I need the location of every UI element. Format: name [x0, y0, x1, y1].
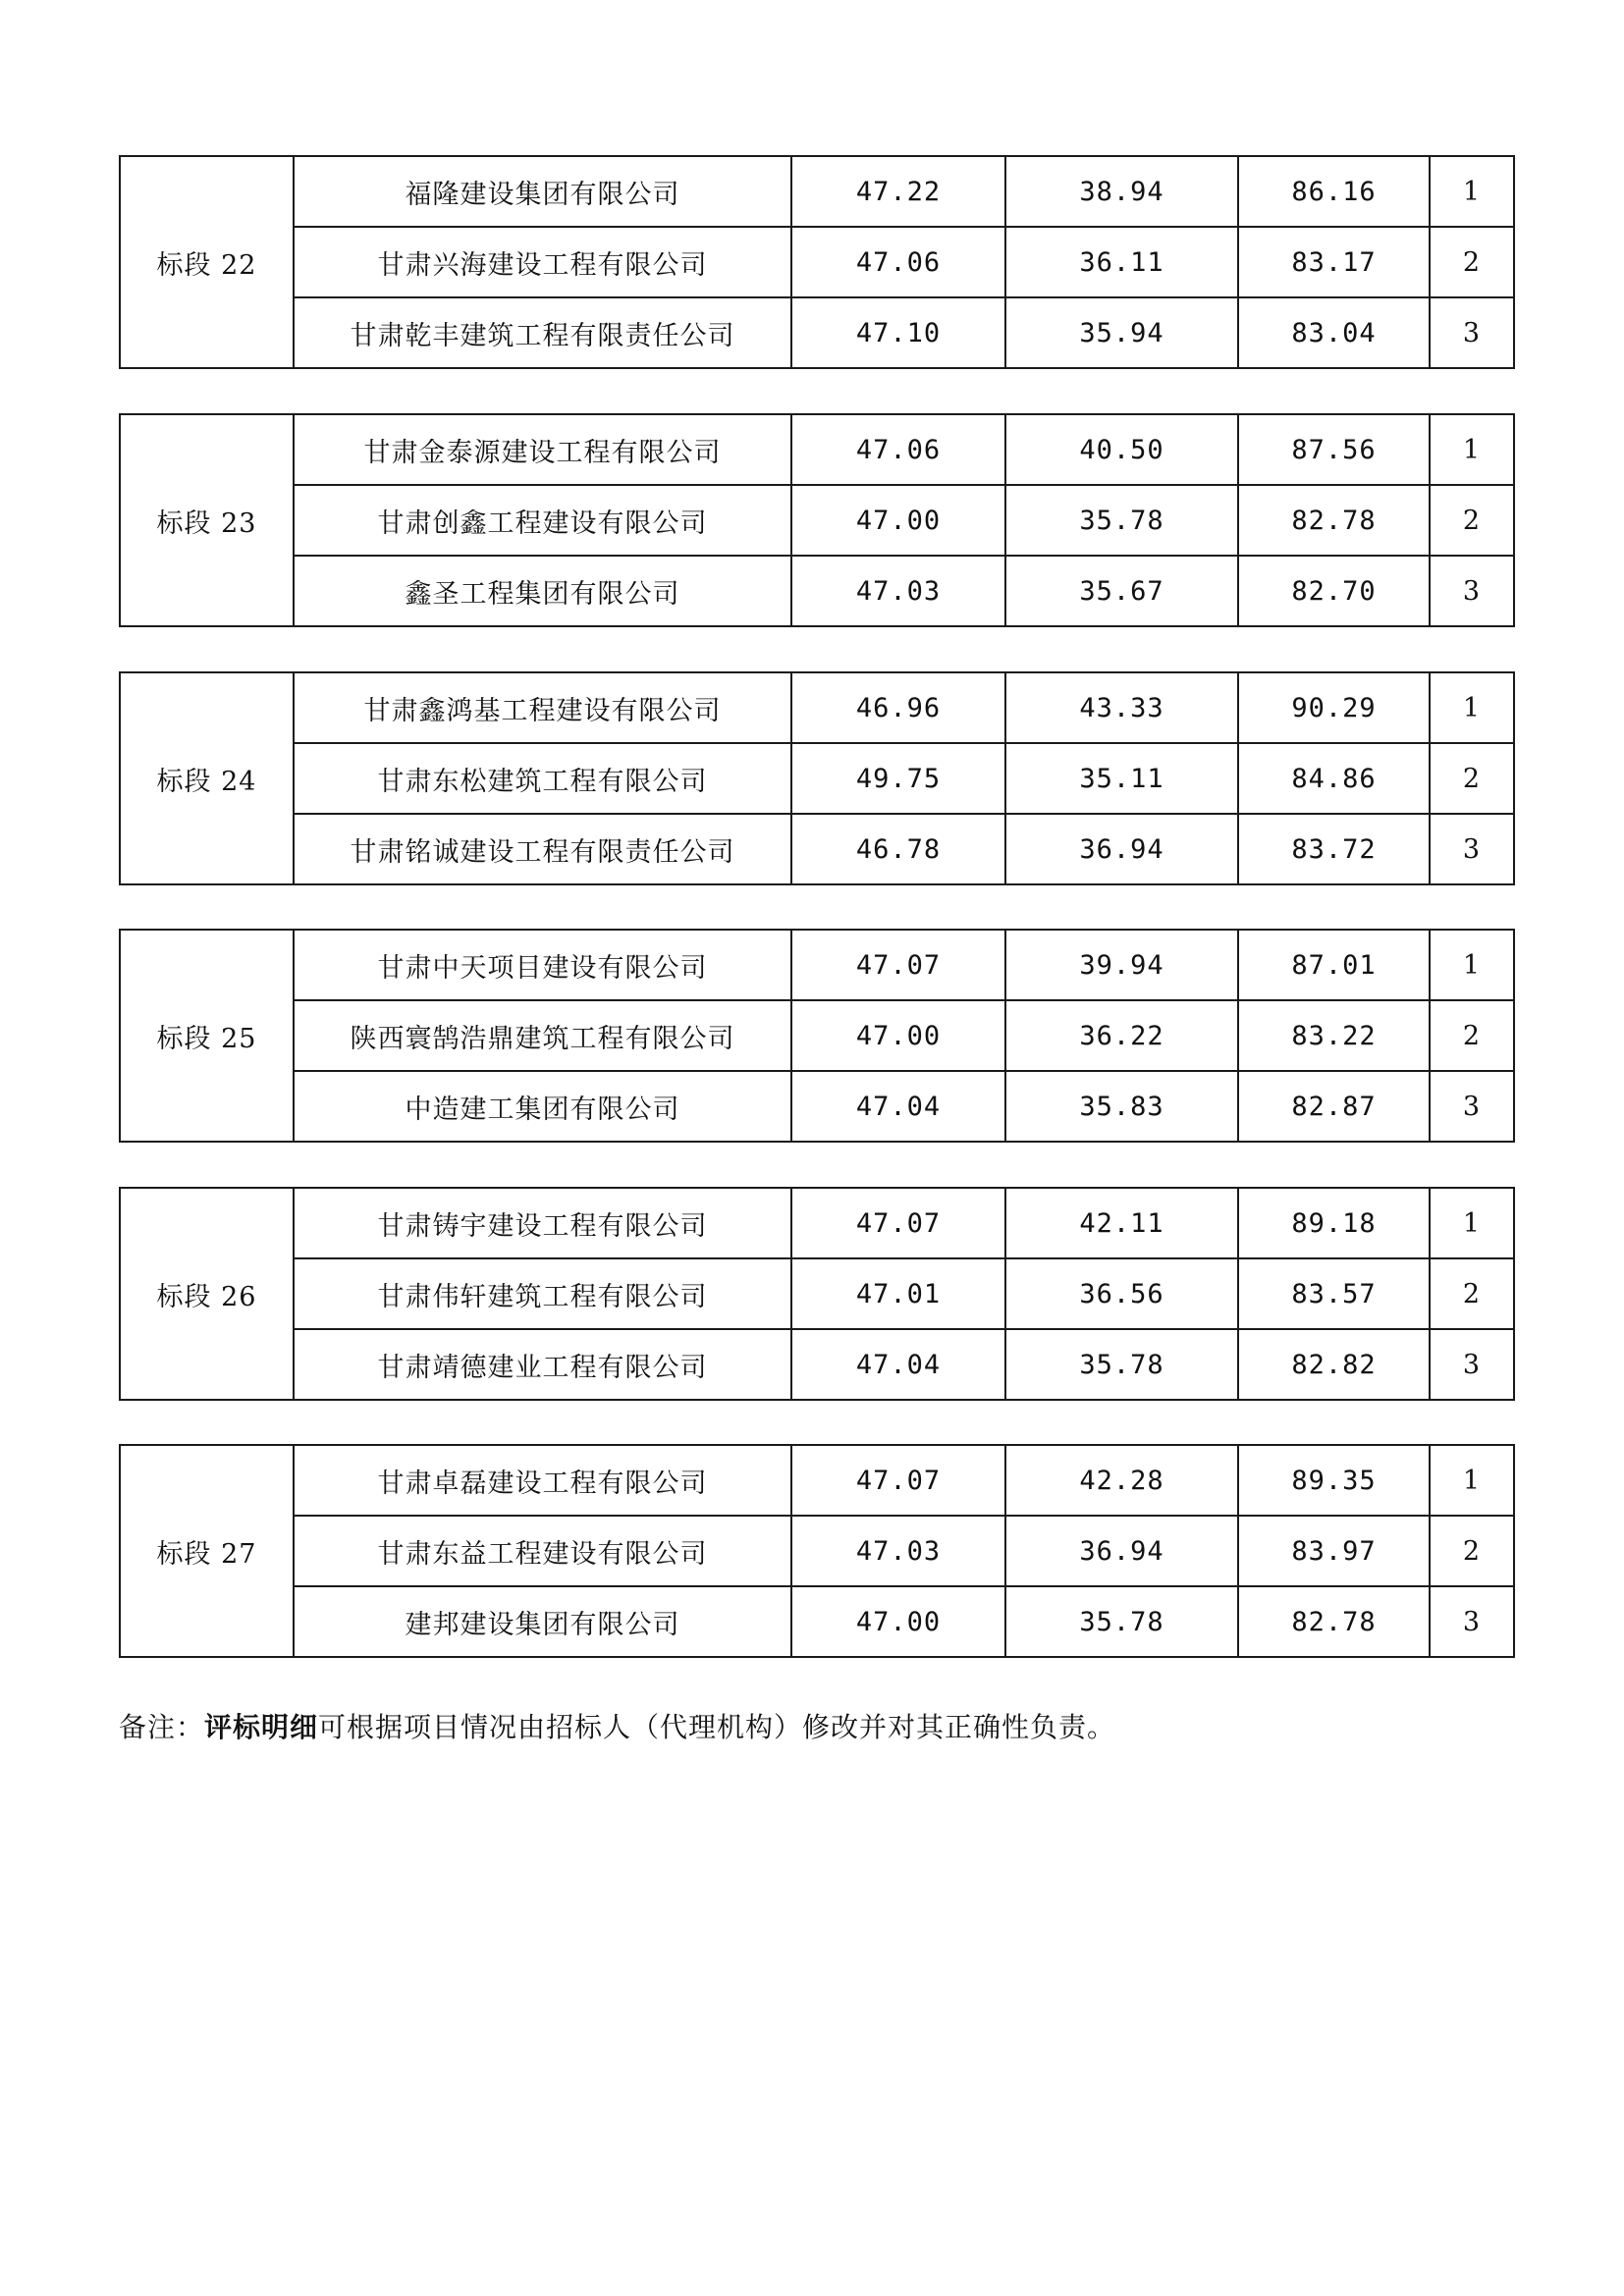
company-name: 甘肃兴海建设工程有限公司	[294, 227, 791, 297]
total-score: 82.70	[1238, 556, 1430, 626]
score-1: 49.75	[791, 743, 1005, 814]
table-row	[120, 556, 1514, 626]
score-1: 47.07	[791, 930, 1005, 1000]
score-2: 36.11	[1005, 227, 1238, 297]
company-name: 甘肃铭诚建设工程有限责任公司	[294, 814, 791, 884]
score-table-section-22	[119, 155, 1515, 369]
total-score: 83.72	[1238, 814, 1430, 884]
table-row	[120, 1445, 1514, 1516]
total-score: 83.57	[1238, 1258, 1430, 1329]
table-row	[120, 1258, 1514, 1329]
score-2: 35.11	[1005, 743, 1238, 814]
total-score: 83.22	[1238, 1000, 1430, 1071]
total-score: 82.82	[1238, 1329, 1430, 1400]
score-1: 47.10	[791, 297, 1005, 368]
section-label: 标段 22	[120, 156, 294, 368]
total-score: 86.16	[1238, 156, 1430, 227]
total-score: 87.56	[1238, 414, 1430, 485]
table-row	[120, 297, 1514, 368]
rank: 2	[1430, 1516, 1514, 1586]
table-row	[120, 1516, 1514, 1586]
table-row	[120, 743, 1514, 814]
rank: 1	[1430, 414, 1514, 485]
table-row	[120, 1329, 1514, 1400]
score-1: 47.04	[791, 1329, 1005, 1400]
total-score: 84.86	[1238, 743, 1430, 814]
company-name: 中造建工集团有限公司	[294, 1071, 791, 1142]
score-table-section-25	[119, 929, 1515, 1143]
score-2: 43.33	[1005, 672, 1238, 743]
score-1: 47.04	[791, 1071, 1005, 1142]
total-score: 90.29	[1238, 672, 1430, 743]
score-1: 47.22	[791, 156, 1005, 227]
score-2: 42.11	[1005, 1188, 1238, 1258]
rank: 2	[1430, 743, 1514, 814]
company-name: 甘肃伟轩建筑工程有限公司	[294, 1258, 791, 1329]
total-score: 83.97	[1238, 1516, 1430, 1586]
score-1: 46.96	[791, 672, 1005, 743]
section-label: 标段 26	[120, 1188, 294, 1400]
company-name: 甘肃中天项目建设有限公司	[294, 930, 791, 1000]
score-1: 46.78	[791, 814, 1005, 884]
company-name: 甘肃东松建筑工程有限公司	[294, 743, 791, 814]
score-2: 35.78	[1005, 485, 1238, 556]
score-1: 47.07	[791, 1188, 1005, 1258]
total-score: 83.17	[1238, 227, 1430, 297]
section-label: 标段 23	[120, 414, 294, 626]
company-name: 鑫圣工程集团有限公司	[294, 556, 791, 626]
table-row	[120, 930, 1514, 1000]
rank: 3	[1430, 1071, 1514, 1142]
score-1: 47.07	[791, 1445, 1005, 1516]
table-row	[120, 1586, 1514, 1657]
rank: 3	[1430, 556, 1514, 626]
footnote	[119, 1706, 1115, 1745]
company-name: 甘肃乾丰建筑工程有限责任公司	[294, 297, 791, 368]
company-name: 甘肃铸宇建设工程有限公司	[294, 1188, 791, 1258]
total-score: 87.01	[1238, 930, 1430, 1000]
score-2: 36.94	[1005, 814, 1238, 884]
footnote-bold-term: 评标明细	[204, 1711, 319, 1743]
score-1: 47.03	[791, 1516, 1005, 1586]
score-2: 39.94	[1005, 930, 1238, 1000]
table-row	[120, 1000, 1514, 1071]
rank: 1	[1430, 1188, 1514, 1258]
table-row	[120, 672, 1514, 743]
rank: 1	[1430, 156, 1514, 227]
company-name: 建邦建设集团有限公司	[294, 1586, 791, 1657]
table-row	[120, 227, 1514, 297]
rank: 3	[1430, 297, 1514, 368]
rank: 2	[1430, 1258, 1514, 1329]
total-score: 89.35	[1238, 1445, 1430, 1516]
score-1: 47.00	[791, 1586, 1005, 1657]
score-table-section-26	[119, 1187, 1515, 1401]
rank: 3	[1430, 814, 1514, 884]
score-2: 36.56	[1005, 1258, 1238, 1329]
rank: 1	[1430, 930, 1514, 1000]
score-2: 35.78	[1005, 1586, 1238, 1657]
company-name: 甘肃创鑫工程建设有限公司	[294, 485, 791, 556]
rank: 2	[1430, 227, 1514, 297]
score-2: 36.22	[1005, 1000, 1238, 1071]
score-table-section-24	[119, 671, 1515, 885]
score-2: 35.67	[1005, 556, 1238, 626]
score-table-section-23	[119, 413, 1515, 627]
score-1: 47.06	[791, 227, 1005, 297]
company-name: 福隆建设集团有限公司	[294, 156, 791, 227]
company-name: 甘肃靖德建业工程有限公司	[294, 1329, 791, 1400]
section-label: 标段 24	[120, 672, 294, 884]
score-1: 47.00	[791, 485, 1005, 556]
score-2: 36.94	[1005, 1516, 1238, 1586]
rank: 2	[1430, 485, 1514, 556]
score-1: 47.03	[791, 556, 1005, 626]
total-score: 89.18	[1238, 1188, 1430, 1258]
section-label: 标段 25	[120, 930, 294, 1142]
section-label: 标段 27	[120, 1445, 294, 1657]
rank: 2	[1430, 1000, 1514, 1071]
table-row	[120, 1188, 1514, 1258]
footnote-prefix: 备注：	[119, 1711, 205, 1743]
score-table-section-27	[119, 1444, 1515, 1658]
score-1: 47.01	[791, 1258, 1005, 1329]
score-2: 35.83	[1005, 1071, 1238, 1142]
rank: 1	[1430, 1445, 1514, 1516]
table-row	[120, 1071, 1514, 1142]
score-1: 47.00	[791, 1000, 1005, 1071]
company-name: 甘肃金泰源建设工程有限公司	[294, 414, 791, 485]
total-score: 82.87	[1238, 1071, 1430, 1142]
company-name: 甘肃东益工程建设有限公司	[294, 1516, 791, 1586]
score-2: 40.50	[1005, 414, 1238, 485]
total-score: 82.78	[1238, 485, 1430, 556]
score-2: 35.78	[1005, 1329, 1238, 1400]
company-name: 甘肃卓磊建设工程有限公司	[294, 1445, 791, 1516]
table-row	[120, 156, 1514, 227]
company-name: 陕西寰鹄浩鼎建筑工程有限公司	[294, 1000, 791, 1071]
table-row	[120, 814, 1514, 884]
rank: 3	[1430, 1586, 1514, 1657]
table-row	[120, 414, 1514, 485]
total-score: 82.78	[1238, 1586, 1430, 1657]
rank: 3	[1430, 1329, 1514, 1400]
score-1: 47.06	[791, 414, 1005, 485]
score-2: 38.94	[1005, 156, 1238, 227]
table-row	[120, 485, 1514, 556]
rank: 1	[1430, 672, 1514, 743]
company-name: 甘肃鑫鸿基工程建设有限公司	[294, 672, 791, 743]
footnote-text: 可根据项目情况由招标人（代理机构）修改并对其正确性负责。	[318, 1711, 1116, 1743]
score-2: 42.28	[1005, 1445, 1238, 1516]
score-2: 35.94	[1005, 297, 1238, 368]
total-score: 83.04	[1238, 297, 1430, 368]
